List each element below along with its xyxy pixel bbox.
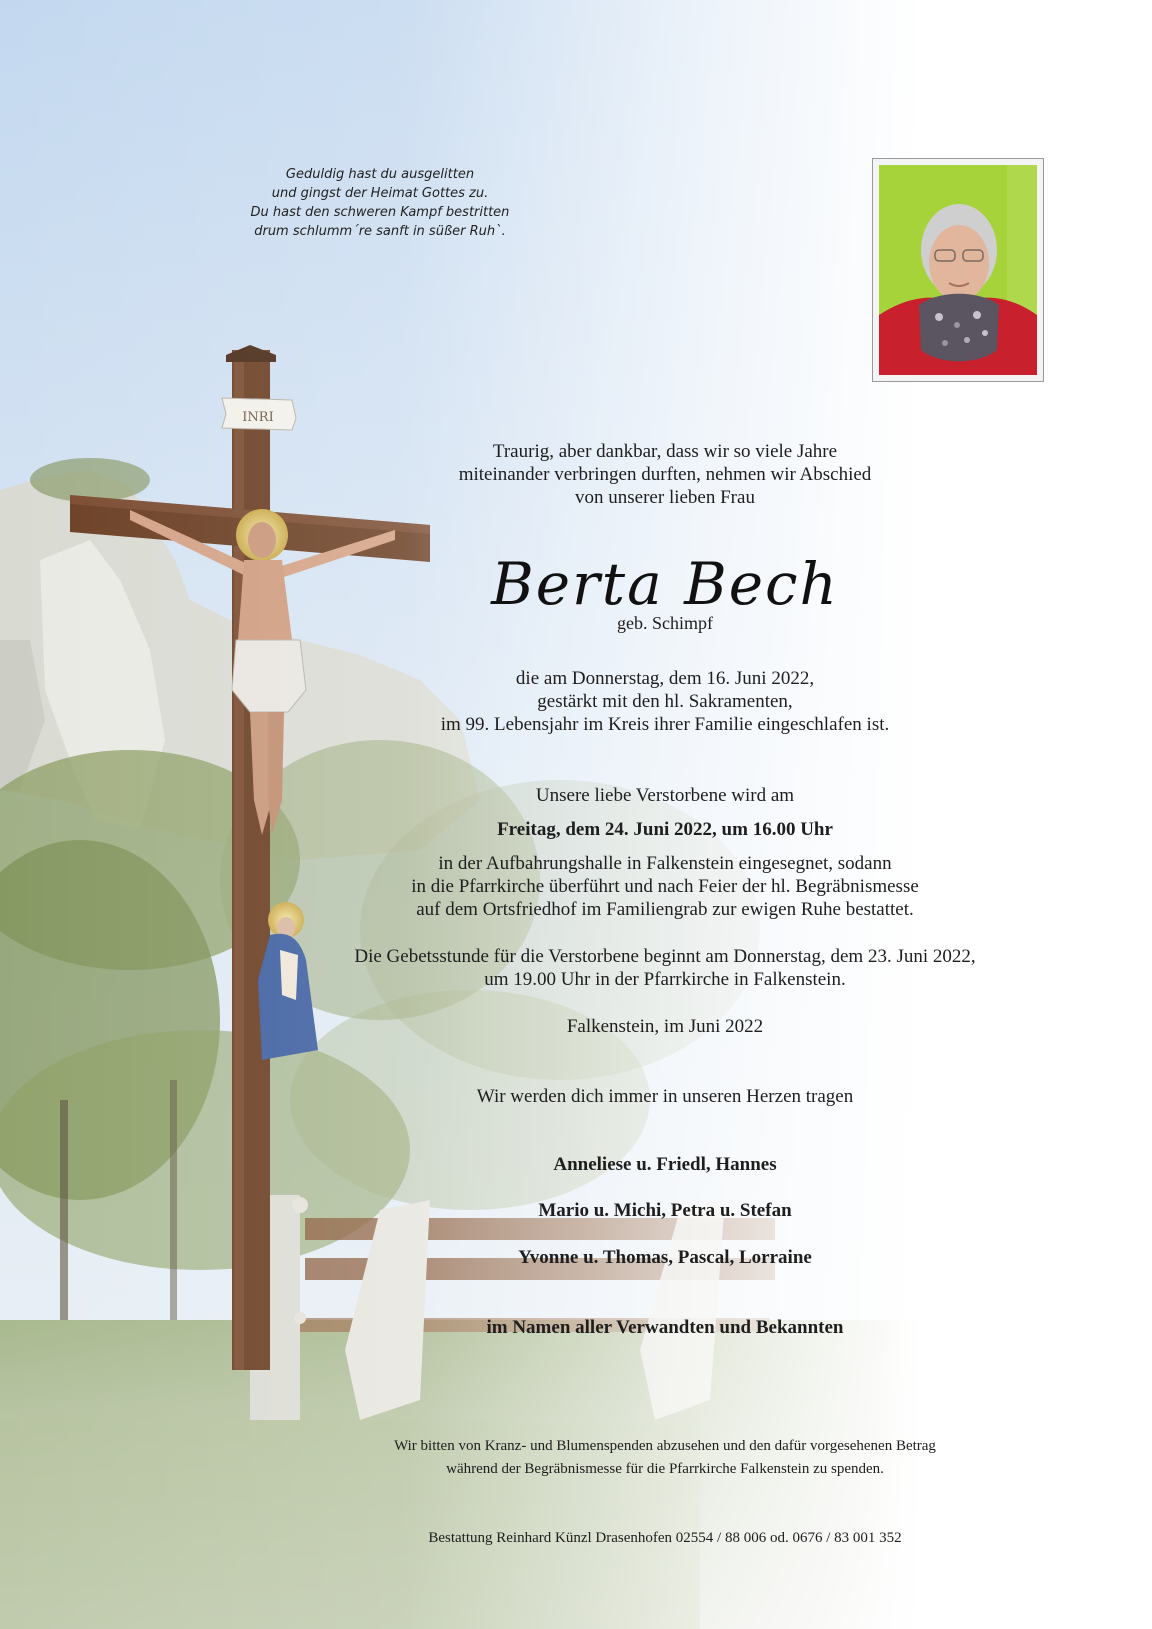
portrait-photo xyxy=(872,158,1044,382)
portrait-image xyxy=(879,165,1037,375)
intro-line: von unserer lieben Frau xyxy=(575,487,755,508)
poem-line: und gingst der Heimat Gottes zu. xyxy=(271,186,489,201)
death-text xyxy=(300,667,1030,736)
funeral-detail-line: in die Pfarrkirche überführt und nach Feier der hl. Begräbnismesse xyxy=(411,876,919,897)
intro-text xyxy=(300,440,1030,509)
death-line: im 99. Lebensjahr im Kreis ihrer Familie eingeschlafen ist. xyxy=(440,714,890,735)
funeral-detail-line: in der Aufbahrungshalle in Falkenstein eingesegnet, sodann xyxy=(438,853,892,874)
poem-line: Geduldig hast du ausgelitten xyxy=(285,167,475,182)
funeral-intro: Unsere liebe Verstorbene wird am xyxy=(535,785,795,806)
relatives-line: im Namen aller Verwandten und Bekannten xyxy=(486,1317,844,1338)
prayer-line: Die Gebetsstunde für die Verstorbene beginnt am Donnerstag, dem 23. Juni 2022, xyxy=(354,946,976,967)
hearts-line: Wir werden dich immer in unseren Herzen tragen xyxy=(476,1086,854,1107)
place-date: Falkenstein, im Juni 2022 xyxy=(566,1016,764,1037)
donation-line: Wir bitten von Kranz- und Blumenspenden abzusehen und den dafür vorgesehenen Betrag xyxy=(394,1438,936,1454)
death-line: die am Donnerstag, dem 16. Juni 2022, xyxy=(515,668,815,689)
mourner-line: Mario u. Michi, Petra u. Stefan xyxy=(538,1200,792,1221)
undertaker-footer: Bestattung Reinhard Künzl Drasenhofen 02554 / 88 006 od. 0676 / 83 001 352 xyxy=(428,1530,902,1546)
mourner-line: Anneliese u. Friedl, Hannes xyxy=(553,1154,777,1175)
deceased-name: Berta Bech xyxy=(491,550,839,618)
mourner-line: Yvonne u. Thomas, Pascal, Lorraine xyxy=(518,1247,812,1268)
death-line: gestärkt mit den hl. Sakramenten, xyxy=(537,691,793,712)
prayer-line: um 19.00 Uhr in der Pfarrkirche in Falkenstein. xyxy=(484,969,846,990)
intro-line: miteinander verbringen durften, nehmen wir Abschied xyxy=(458,464,872,485)
funeral-date: Freitag, dem 24. Juni 2022, um 16.00 Uhr xyxy=(497,819,833,840)
poem-line: drum schlumm´re sanft in süßer Ruh`. xyxy=(254,224,506,239)
intro-line: Traurig, aber dankbar, dass wir so viele Jahre xyxy=(492,441,838,462)
poem-line: Du hast den schweren Kampf bestritten xyxy=(250,205,510,220)
donation-note xyxy=(300,1435,1030,1481)
funeral-detail-line: auf dem Ortsfriedhof im Familiengrab zur ewigen Ruhe bestattet. xyxy=(416,899,914,920)
donation-line: während der Begräbnismesse für die Pfarrkirche Falkenstein zu spenden. xyxy=(446,1461,884,1477)
poem xyxy=(205,165,555,241)
funeral-details xyxy=(300,852,1030,921)
birth-name: geb. Schimpf xyxy=(617,613,713,633)
prayer-text xyxy=(300,945,1030,991)
